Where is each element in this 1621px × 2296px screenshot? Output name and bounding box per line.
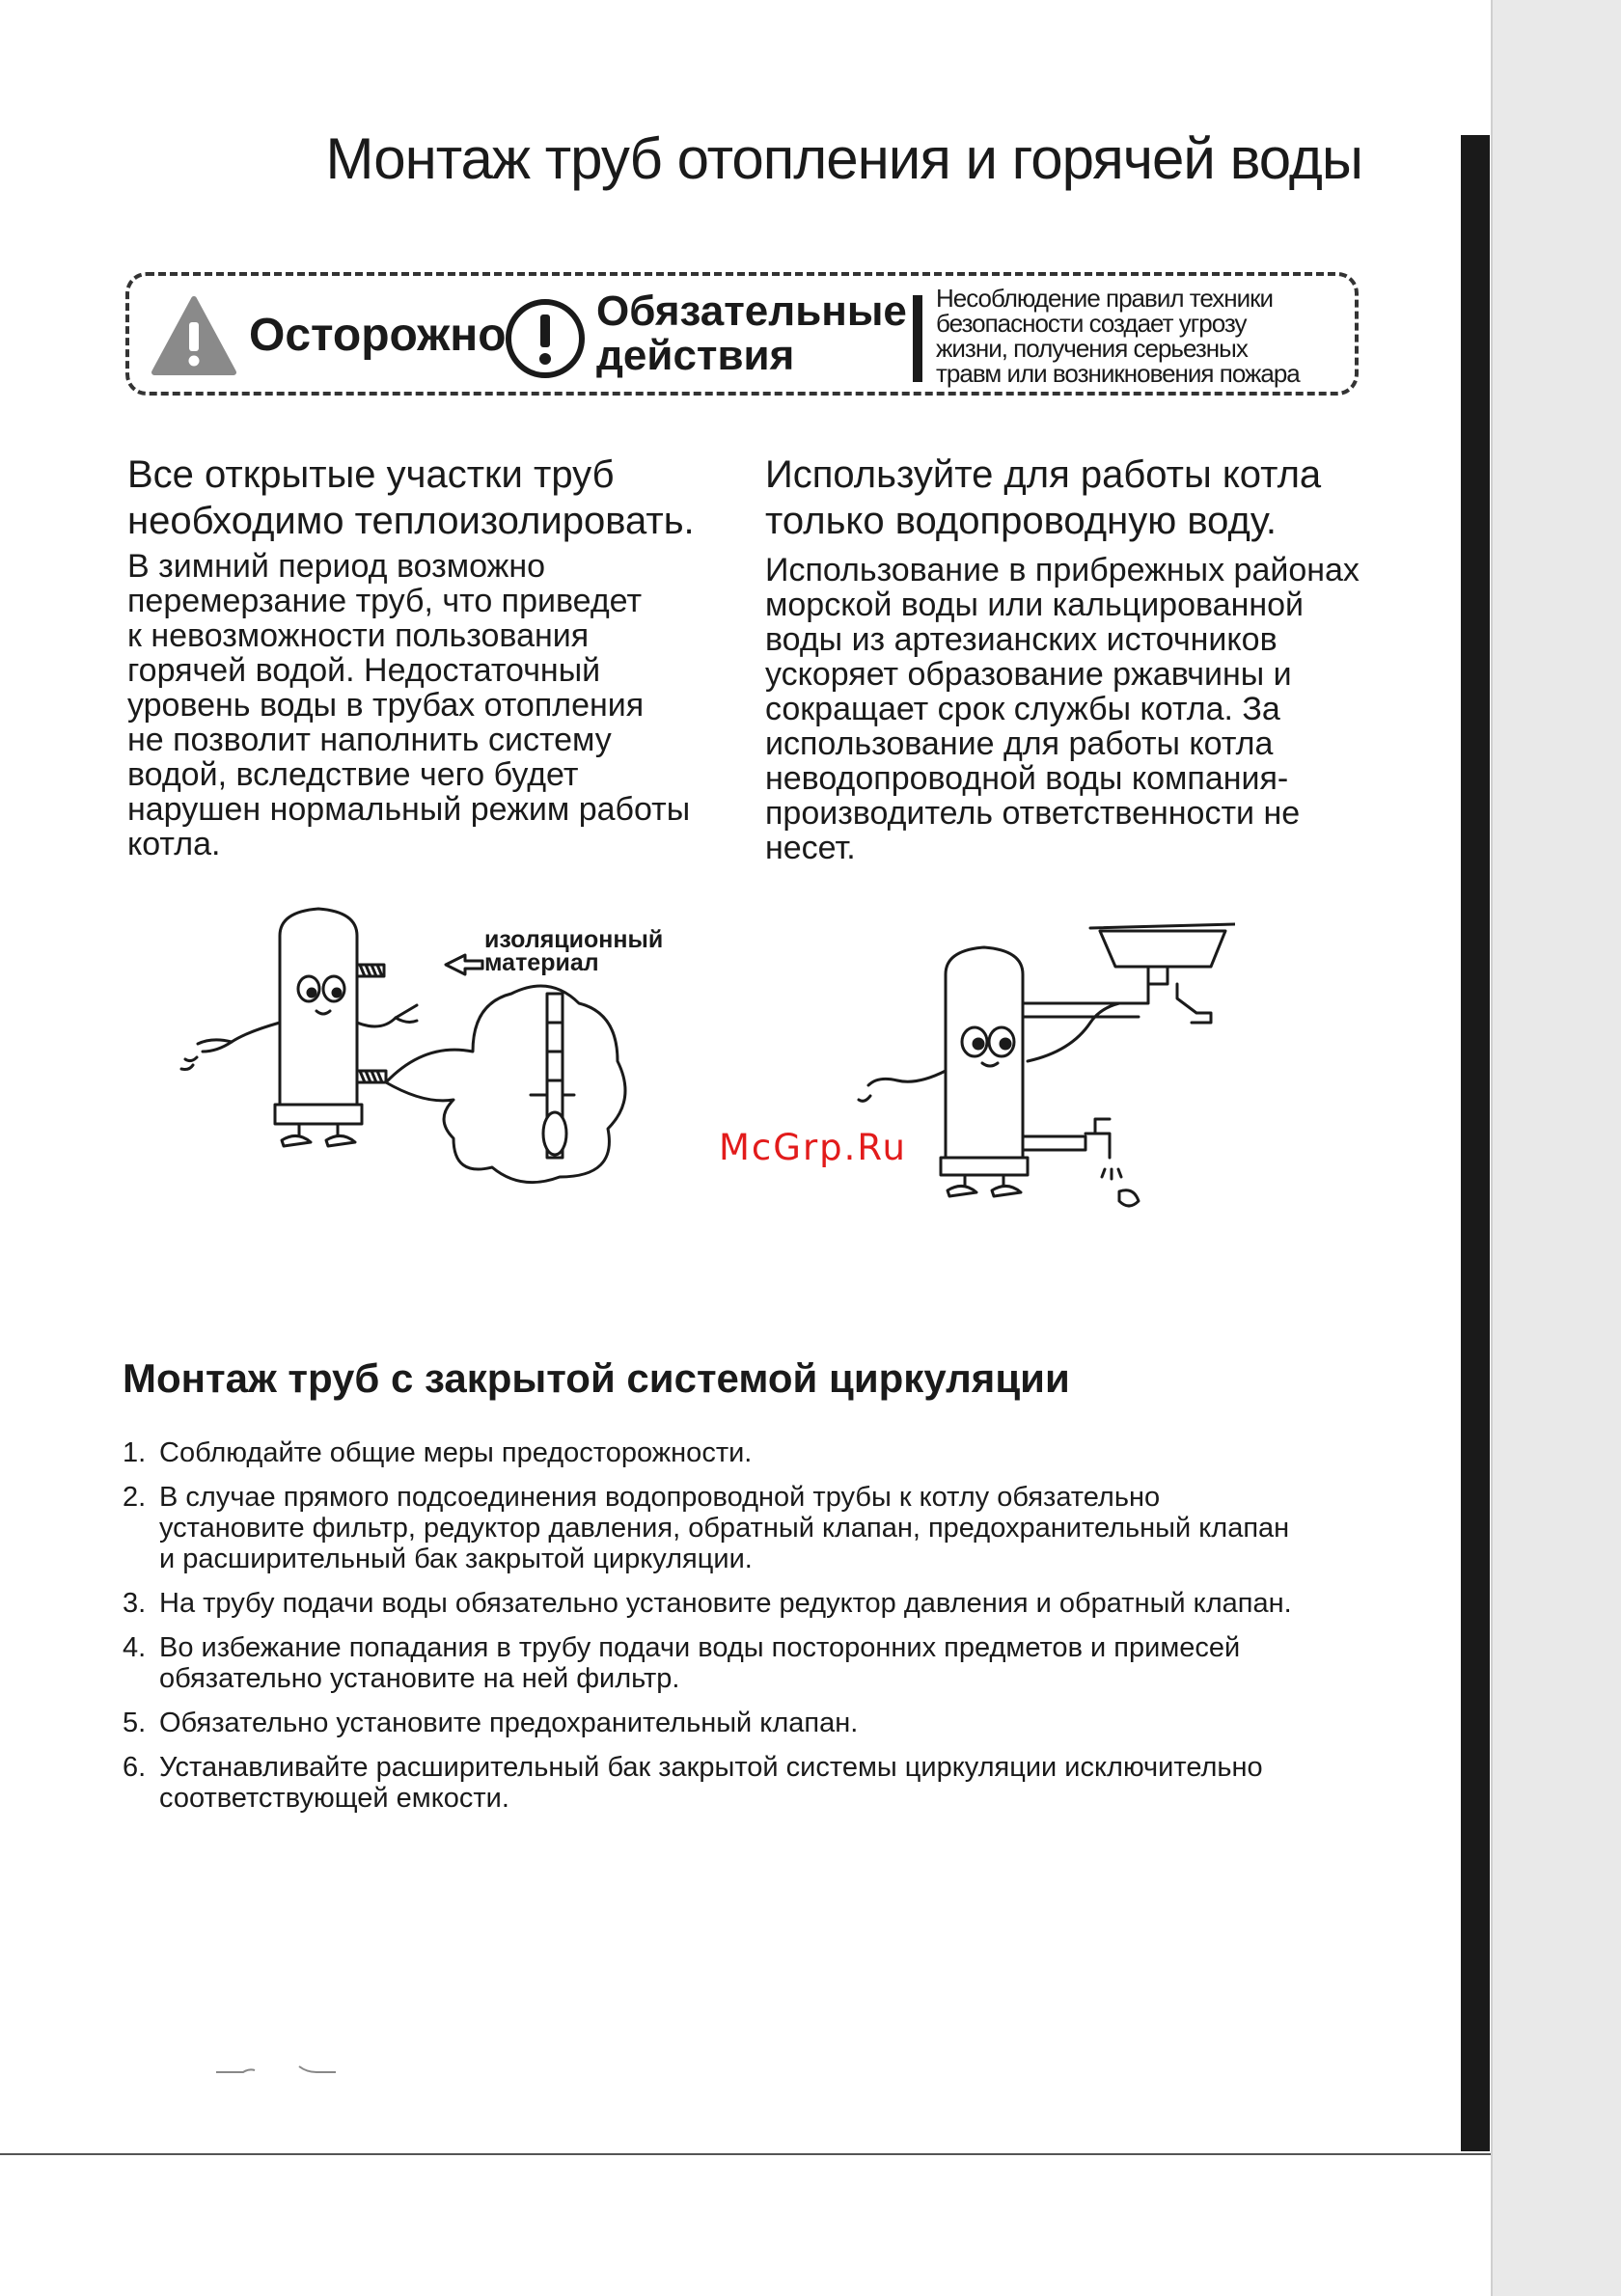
warning-note-line: жизни, получения серьезных (936, 334, 1248, 363)
tap-water-boiler-illustration (830, 916, 1235, 1225)
list-item (123, 1632, 1396, 1694)
right-paragraph (765, 553, 1360, 865)
watermark: McGrp.Ru (719, 1127, 907, 1168)
step-text-line: Соблюдайте общие меры предосторожности. (159, 1437, 753, 1468)
warning-triangle-icon (151, 295, 237, 376)
left-text-line: к невозможности пользования (127, 617, 590, 654)
left-heading-line: Все открытые участки труб (127, 453, 615, 496)
step-text (159, 1632, 1396, 1694)
step-text (159, 1708, 1396, 1738)
insulation-label-line: изоляционный (484, 926, 664, 953)
page-edge-strip (1491, 0, 1621, 2296)
right-text-line: несет. (765, 830, 856, 866)
mandatory-label (596, 289, 907, 378)
warning-separator (913, 295, 922, 382)
left-text-line: уровень воды в трубах отопления (127, 687, 645, 724)
step-number: 2. (123, 1482, 147, 1513)
right-text-line: Использование в прибрежных районах (765, 552, 1360, 588)
right-text-line: неводопроводной воды компания- (765, 760, 1289, 797)
left-paragraph (127, 549, 690, 861)
right-text-line: использование для работы котла (765, 725, 1274, 762)
step-text-line: Обязательно установите предохранительный клапан. (159, 1708, 859, 1738)
right-text-line: морской воды или кальцированной (765, 587, 1305, 623)
page-title: Монтаж труб отопления и горячей воды (325, 126, 1362, 191)
right-text-line: производитель ответственности не (765, 795, 1301, 832)
list-item (123, 1708, 1396, 1738)
step-text-line: На трубу подачи воды обязательно установите редуктор давления и обратный клапан. (159, 1588, 1292, 1619)
right-heading (765, 451, 1321, 544)
left-heading (127, 451, 695, 544)
installation-steps-list (123, 1437, 1396, 1827)
step-text (159, 1752, 1396, 1814)
mandatory-label-line: Обязательные (596, 287, 907, 335)
mandatory-label-line: действия (596, 332, 795, 379)
left-text-line: нарушен нормальный режим работы (127, 791, 691, 828)
left-text-line: котла. (127, 826, 221, 862)
left-text-line: не позволит наполнить систему (127, 722, 612, 758)
safety-warning-box (125, 272, 1359, 396)
step-text-line: соответствующей емкости. (159, 1783, 509, 1814)
right-heading-line: Используйте для работы котла (765, 453, 1322, 496)
warning-note (936, 286, 1360, 386)
list-item (123, 1437, 1396, 1468)
step-text-line: В случае прямого подсоединения водопроводной трубы к котлу обязательно (159, 1482, 1161, 1513)
section-title: Монтаж труб с закрытой системой циркуляции (123, 1355, 1070, 1401)
step-text-line: и расширительный бак закрытой циркуляции. (159, 1544, 753, 1574)
warning-note-line: травм или возникновения пожара (936, 359, 1300, 388)
left-heading-line: необходимо теплоизолировать. (127, 500, 695, 542)
step-text (159, 1588, 1396, 1619)
left-text-line: водой, вследствие чего будет (127, 756, 579, 793)
footer-rule (0, 2153, 1491, 2155)
step-number: 6. (123, 1752, 147, 1783)
step-text (159, 1437, 1396, 1468)
warning-note-line: Несоблюдение правил техники (936, 284, 1274, 313)
left-text-line: В зимний период возможно (127, 548, 546, 585)
caution-label: Осторожно (249, 310, 507, 361)
right-text-line: воды из артезианских источников (765, 621, 1278, 658)
mandatory-exclamation-icon (504, 297, 587, 380)
list-item (123, 1588, 1396, 1619)
list-item (123, 1482, 1396, 1574)
right-heading-line: только водопроводную воду. (765, 500, 1277, 542)
step-text-line: Устанавливайте расширительный бак закрытой системы циркуляции исключительно (159, 1752, 1263, 1783)
step-text-line: обязательно установите на ней фильтр. (159, 1663, 680, 1694)
step-number: 5. (123, 1708, 147, 1738)
chapter-bar (1461, 135, 1490, 2151)
right-text-line: ускоряет образование ржавчины и (765, 656, 1292, 693)
insulation-material-label (484, 928, 663, 974)
right-text-line: сокращает срок службы котла. За (765, 691, 1280, 727)
warning-note-line: безопасности создает угрозу (936, 309, 1247, 338)
insulation-label-line: материал (484, 949, 599, 976)
step-text-line: Во избежание попадания в трубу подачи воды посторонних предметов и примесей (159, 1632, 1241, 1663)
step-text-line: установите фильтр, редуктор давления, обратный клапан, предохранительный клапан (159, 1513, 1290, 1544)
page-marks-decoration (214, 2061, 340, 2080)
step-number: 4. (123, 1632, 147, 1663)
list-item (123, 1752, 1396, 1814)
left-text-line: перемерзание труб, что приведет (127, 583, 643, 619)
left-text-line: горячей водой. Недостаточный (127, 652, 601, 689)
step-number: 3. (123, 1588, 147, 1619)
step-number: 1. (123, 1437, 147, 1468)
step-text (159, 1482, 1396, 1574)
